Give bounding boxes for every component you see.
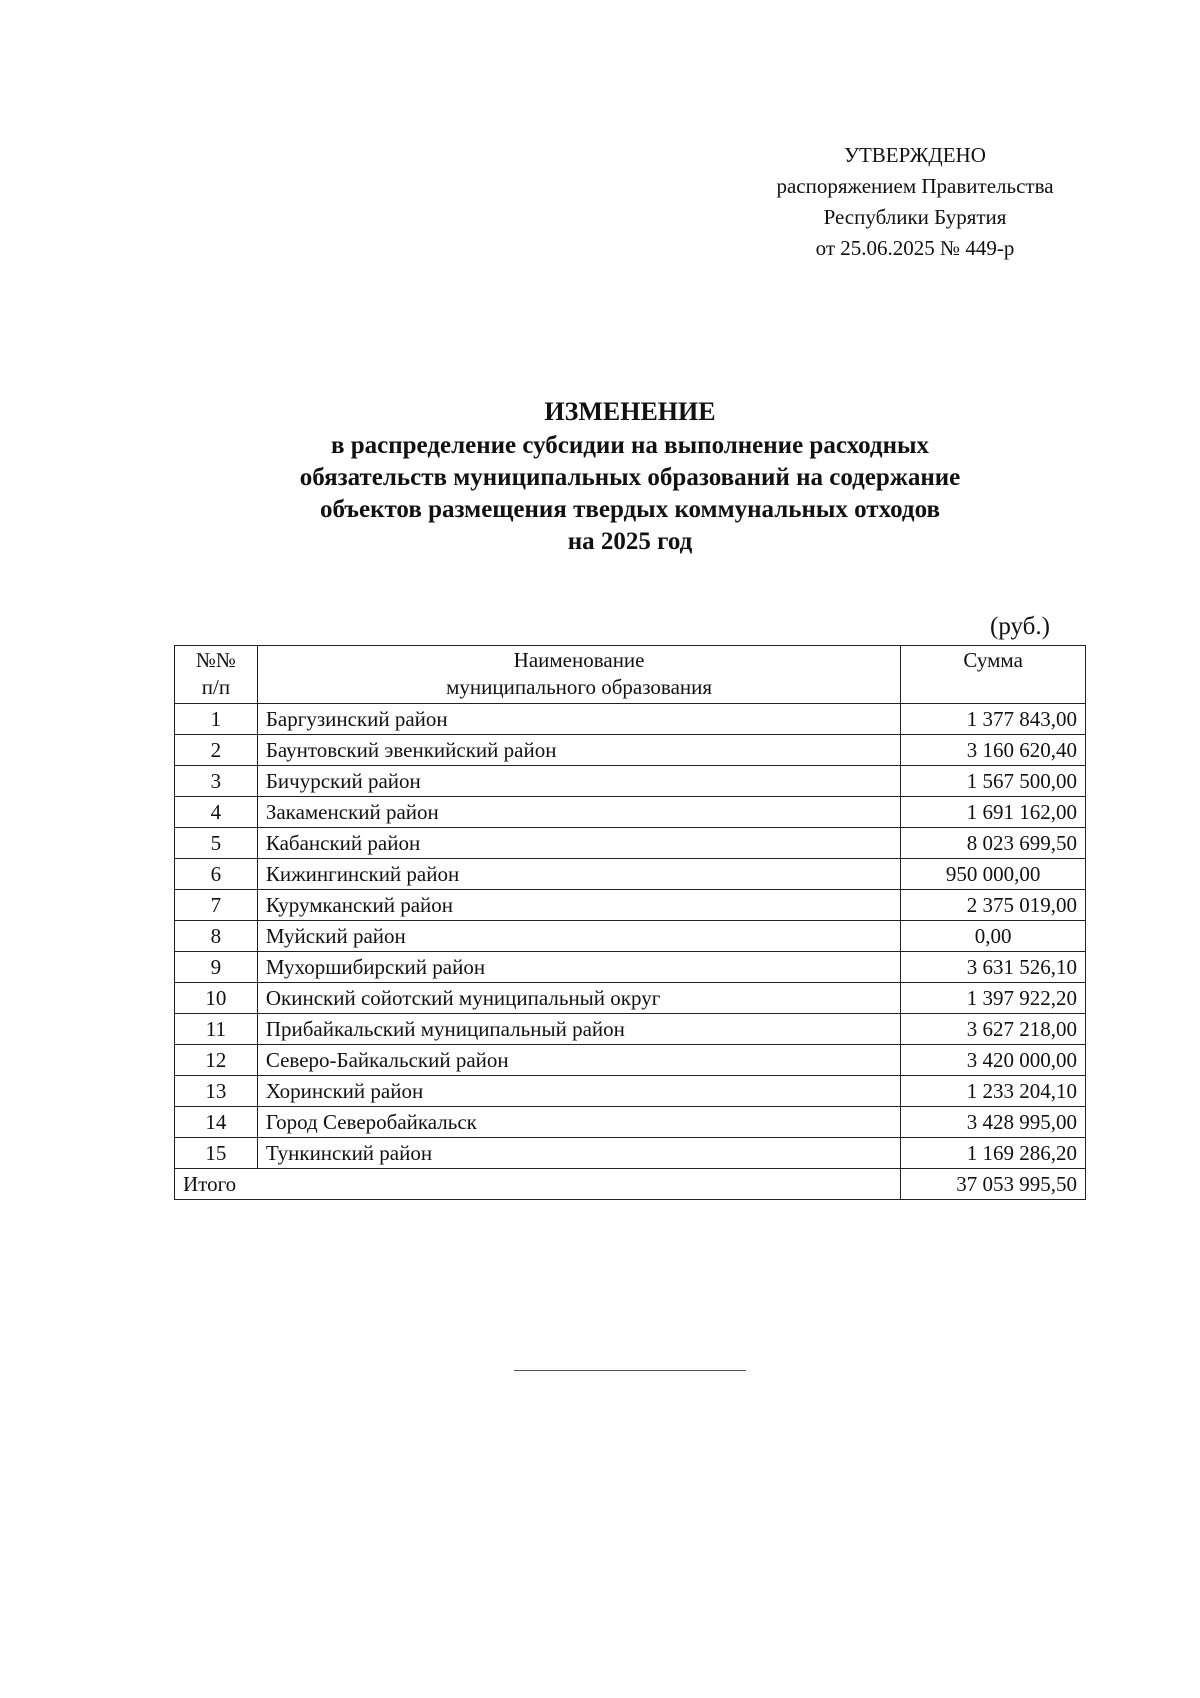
approval-stamp-block [745, 140, 1085, 264]
row-number: 4 [175, 797, 258, 828]
row-number: 12 [175, 1045, 258, 1076]
row-municipality-name: Баунтовский эвенкийский район [257, 735, 900, 766]
table-row [175, 1076, 1086, 1107]
row-number: 15 [175, 1138, 258, 1169]
approval-line-order: распоряжением Правительства [776, 174, 1054, 198]
document-title-line: на 2025 год [567, 528, 693, 555]
table-row [175, 704, 1086, 735]
row-municipality-name: Мухоршибирский район [257, 952, 900, 983]
row-number: 3 [175, 766, 258, 797]
table-total-row [175, 1169, 1086, 1200]
subsidy-distribution-table [174, 645, 1086, 1200]
row-number: 1 [175, 704, 258, 735]
row-sum: 3 160 620,40 [901, 735, 1086, 766]
row-sum: 3 420 000,00 [901, 1045, 1086, 1076]
row-sum: 2 375 019,00 [901, 890, 1086, 921]
table-header-row [175, 646, 1086, 704]
row-sum: 3 631 526,10 [901, 952, 1086, 983]
row-municipality-name: Муйский район [257, 921, 900, 952]
row-number: 14 [175, 1107, 258, 1138]
row-municipality-name: Прибайкальский муниципальный район [257, 1014, 900, 1045]
row-municipality-name: Курумканский район [257, 890, 900, 921]
table-row [175, 766, 1086, 797]
row-sum: 0,00 [901, 921, 1086, 952]
table-row [175, 1138, 1086, 1169]
row-municipality-name: Баргузинский район [257, 704, 900, 735]
row-sum: 1 691 162,00 [901, 797, 1086, 828]
row-number: 7 [175, 890, 258, 921]
approval-line-republic: Республики Бурятия [823, 205, 1007, 229]
total-label: Итого [175, 1169, 901, 1200]
row-number: 6 [175, 859, 258, 890]
table-row [175, 983, 1086, 1014]
approval-heading: УТВЕРЖДЕНО [844, 143, 986, 167]
end-of-document-rule [514, 1370, 746, 1371]
row-municipality-name: Кабанский район [257, 828, 900, 859]
document-title [150, 396, 1110, 558]
row-municipality-name: Кижингинский район [257, 859, 900, 890]
header-sum: Сумма [901, 646, 1086, 704]
row-number: 11 [175, 1014, 258, 1045]
row-municipality-name: Северо-Байкальский район [257, 1045, 900, 1076]
total-sum: 37 053 995,50 [901, 1169, 1086, 1200]
table-row [175, 735, 1086, 766]
table-row [175, 921, 1086, 952]
document-title-line: обязательств муниципальных образований на содержание [299, 464, 961, 491]
table-row [175, 1107, 1086, 1138]
row-number: 2 [175, 735, 258, 766]
document-title-main: ИЗМЕНЕНИЕ [544, 397, 716, 426]
row-sum: 3 428 995,00 [901, 1107, 1086, 1138]
currency-unit-label: (руб.) [990, 613, 1050, 640]
table-row [175, 828, 1086, 859]
row-number: 8 [175, 921, 258, 952]
row-municipality-name: Хоринский район [257, 1076, 900, 1107]
row-sum: 8 023 699,50 [901, 828, 1086, 859]
row-municipality-name: Закаменский район [257, 797, 900, 828]
header-municipality-name: Наименование муниципального образования [257, 646, 900, 704]
row-municipality-name: Окинский сойотский муниципальный округ [257, 983, 900, 1014]
row-sum: 1 233 204,10 [901, 1076, 1086, 1107]
row-municipality-name: Тункинский район [257, 1138, 900, 1169]
row-sum: 1 377 843,00 [901, 704, 1086, 735]
row-number: 5 [175, 828, 258, 859]
row-number: 13 [175, 1076, 258, 1107]
row-sum: 3 627 218,00 [901, 1014, 1086, 1045]
approval-line-date-number: от 25.06.2025 № 449-р [815, 236, 1015, 260]
row-sum: 1 169 286,20 [901, 1138, 1086, 1169]
header-number: №№ п/п [175, 646, 258, 704]
table-row [175, 952, 1086, 983]
document-title-line: в распределение субсидии на выполнение расходных [331, 432, 929, 459]
row-number: 9 [175, 952, 258, 983]
table-row [175, 859, 1086, 890]
row-number: 10 [175, 983, 258, 1014]
document-title-line: объектов размещения твердых коммунальных отходов [320, 496, 940, 523]
row-municipality-name: Бичурский район [257, 766, 900, 797]
row-sum: 1 397 922,20 [901, 983, 1086, 1014]
row-sum: 1 567 500,00 [901, 766, 1086, 797]
table-row [175, 1014, 1086, 1045]
row-sum: 950 000,00 [901, 859, 1086, 890]
table-row [175, 797, 1086, 828]
table-row [175, 1045, 1086, 1076]
row-municipality-name: Город Северобайкальск [257, 1107, 900, 1138]
table-body [175, 704, 1086, 1169]
table-row [175, 890, 1086, 921]
